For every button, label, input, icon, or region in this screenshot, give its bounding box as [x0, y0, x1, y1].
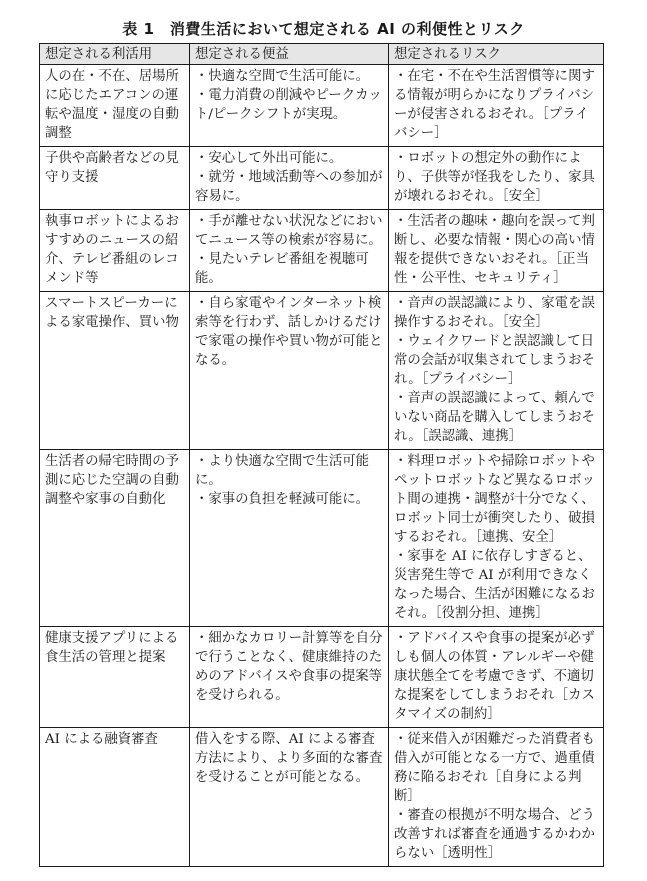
benefit-item: 借入をする際、AI による審査方法により、より多面的な審査を受けることが可能となる。 — [195, 732, 383, 785]
risk-item: ・ウェイクワードと誤認識して日常の会話が収集されてしまうおそれ。［プライバシー］ — [394, 334, 595, 387]
ai-risk-table — [39, 43, 604, 867]
benefit-cell — [190, 627, 389, 728]
risk-cell — [389, 210, 604, 292]
table-row — [40, 147, 604, 210]
table-row — [40, 728, 604, 867]
benefit-cell — [190, 147, 389, 210]
benefit-item: ・家事の負担を軽減可能に。 — [195, 492, 370, 507]
table-row — [40, 292, 604, 450]
table-row — [40, 65, 604, 147]
risk-item: ・音声の誤認識によって、頼んでいない商品を購入してしまうおそれ。［誤認識、連携］ — [394, 391, 595, 444]
benefit-cell — [190, 210, 389, 292]
benefit-item: ・安心して外出可能に。 — [195, 151, 343, 166]
table-row — [40, 450, 604, 627]
risk-item: ・従来借入が困難だった消費者も借入が可能となる一方で、過重債務に陥るおそれ［自身による判断］ — [394, 732, 595, 804]
risk-item: ・アドバイスや食事の提案が必ずしも個人の体質・アレルギーや健康状態全てを考慮できず、不適切な提案をしてしまうおそれ［カスタマイズの制約］ — [394, 631, 595, 722]
benefit-item: ・快適な空間で生活可能に。 — [195, 69, 370, 84]
risk-cell — [389, 627, 604, 728]
header-benefits: 想定される便益 — [190, 44, 389, 65]
benefit-cell — [190, 65, 389, 147]
use-cell: 執事ロボットによるおすすめのニュースの紹介、テレビ番組のレコメンド等 — [40, 210, 190, 292]
use-cell: 生活者の帰宅時間の予測に応じた空調の自動調整や家事の自動化 — [40, 450, 190, 627]
benefit-cell — [190, 292, 389, 450]
table-row — [40, 627, 604, 728]
use-cell: 健康支援アプリによる食生活の管理と提案 — [40, 627, 190, 728]
use-cell: 子供や高齢者などの見守り支援 — [40, 147, 190, 210]
risk-cell — [389, 292, 604, 450]
benefit-item: ・手が離せない状況などにおいてニュース等の検索が容易に。 — [195, 214, 383, 248]
risk-cell — [389, 450, 604, 627]
risk-item: ・料理ロボットや掃除ロボットやペットロボットなど異なるロボット間の連携・調整が十分でなく、ロボット同士が衝突したり、破損するおそれ。［連携、安全］ — [394, 454, 595, 545]
risk-cell — [389, 147, 604, 210]
benefit-item: ・自ら家電やインターネット検索等を行わず、話しかけるだけで家電の操作や買い物が可能となる。 — [195, 296, 383, 368]
risk-cell — [389, 65, 604, 147]
benefit-cell — [190, 450, 389, 627]
header-row — [40, 44, 604, 65]
risk-item: ・生活者の趣味・趣向を誤って判断し、必要な情報・関心の高い情報を提供できないおそれ。［正当性・公平性、セキュリティ］ — [394, 214, 595, 286]
risk-item: ・在宅・不在や生活習慣等に関する情報が明らかになりプライバシーが侵害されるおそれ。［プライバシー］ — [394, 69, 595, 141]
use-cell: AI による融資審査 — [40, 728, 190, 867]
risk-item: ・音声の誤認識により、家電を誤操作するおそれ。［安全］ — [394, 296, 595, 330]
use-cell: 人の在・不在、居場所に応じたエアコンの運転や温度・湿度の自動調整 — [40, 65, 190, 147]
risk-item: ・審査の根拠が不明な場合、どう改善すれば審査を通過するかわからない［透明性］ — [394, 808, 595, 861]
use-cell: スマートスピーカーによる家電操作、買い物 — [40, 292, 190, 450]
table-title: 表 1 消費生活において想定される AI の利便性とリスク — [122, 20, 525, 38]
benefit-item: ・より快適な空間で生活可能に。 — [195, 454, 370, 488]
risk-cell — [389, 728, 604, 867]
risk-item: ・ロボットの想定外の動作により、子供等が怪我をしたり、家具が壊れるおそれ。［安全］ — [394, 151, 595, 204]
benefit-item: ・電力消費の削減やピークカット/ピークシフトが実現。 — [195, 88, 382, 122]
table-row — [40, 210, 604, 292]
header-use: 想定される利活用 — [40, 44, 190, 65]
risk-item: ・家事を AI に依存しすぎると、災害発生等で AI が利用できなくなった場合、生活が困難になるおそれ。［役割分担、連携］ — [394, 549, 595, 621]
header-risks: 想定されるリスク — [389, 44, 604, 65]
benefit-item: ・就労・地域活動等への参加が容易に。 — [195, 170, 383, 204]
benefit-item: ・細かなカロリー計算等を自分で行うことなく、健康維持のためのアドバイスや食事の提案等を受けられる。 — [195, 631, 383, 703]
benefit-cell — [190, 728, 389, 867]
benefit-item: ・見たいテレビ番組を視聴可能。 — [195, 252, 369, 286]
